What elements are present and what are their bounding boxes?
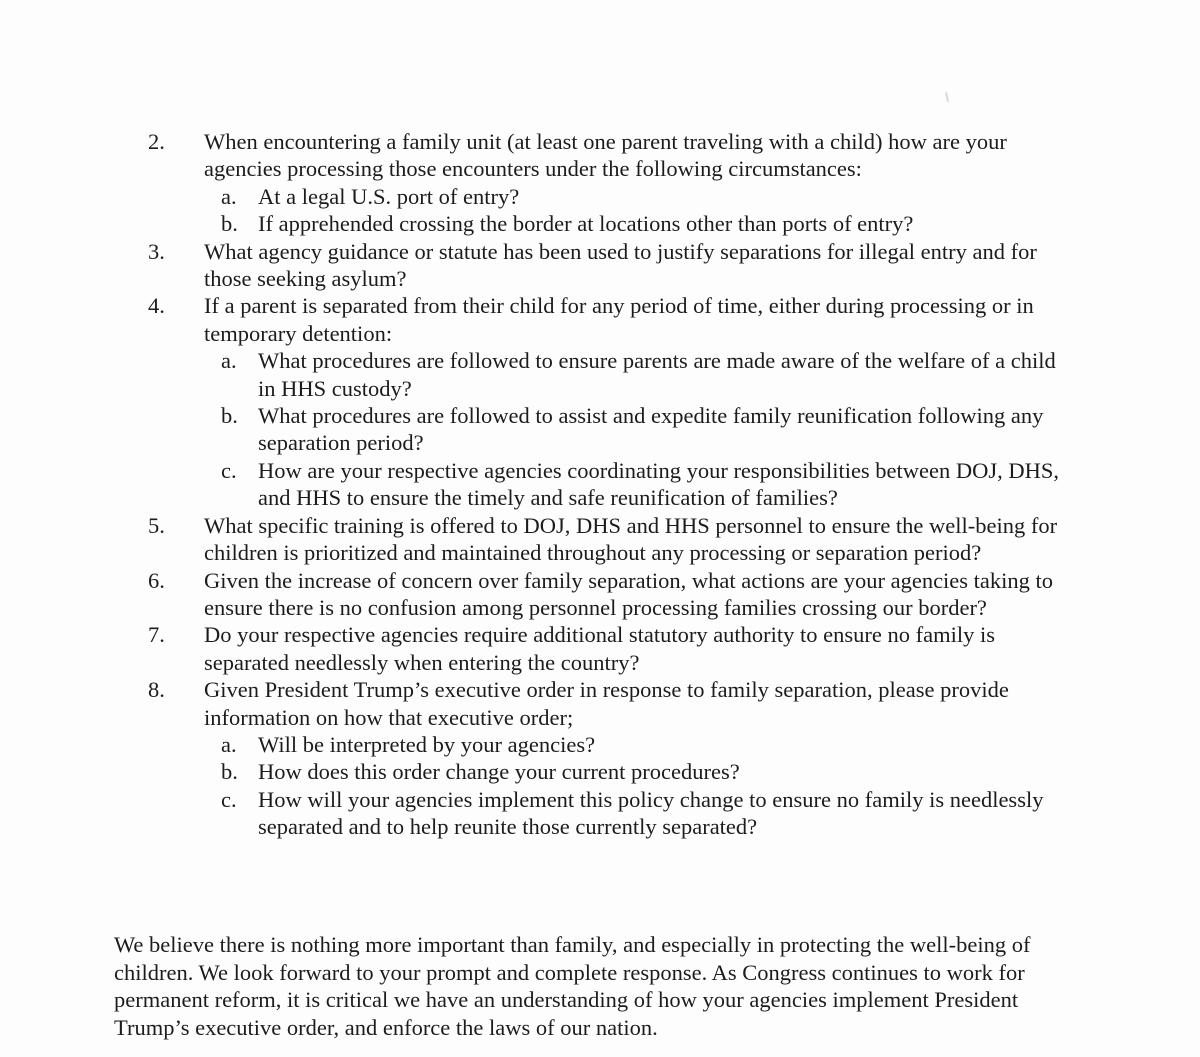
subquestion-text: How are your respective agencies coordinating your responsibilities between DOJ, DHS, and HHS to ensure the timely and safe reunification of families? xyxy=(258,457,1060,511)
question-item-6 xyxy=(0,567,1200,622)
question-number: 6. xyxy=(148,567,165,593)
question-number: 5. xyxy=(148,512,165,538)
subquestion-text: What procedures are followed to assist and expedite family reunification following any separation period? xyxy=(258,403,1044,456)
question-list xyxy=(0,128,1200,841)
question-number: 4. xyxy=(148,293,165,319)
subquestion-letter: a. xyxy=(221,348,237,374)
subquestion-8a xyxy=(0,731,1200,758)
question-item-3 xyxy=(0,238,1200,293)
question-item-7 xyxy=(0,621,1200,676)
question-item-5 xyxy=(0,512,1200,567)
question-item-8 xyxy=(0,676,1200,731)
subquestion-text: How will your agencies implement this policy change to ensure no family is needlessly separated and to help reunite those currently separated? xyxy=(258,786,1044,840)
question-number: 8. xyxy=(148,677,165,703)
subquestion-letter: a. xyxy=(221,731,237,757)
subquestion-letter: c. xyxy=(221,457,237,483)
question-text: What agency guidance or statute has been used to justify separations for illegal entry and for those seeking asylum? xyxy=(204,238,1037,292)
subquestion-letter: a. xyxy=(221,183,237,209)
subquestion-text: Will be interpreted by your agencies? xyxy=(258,731,596,757)
subquestion-4a xyxy=(0,347,1200,402)
subquestion-letter: b. xyxy=(221,759,238,785)
subquestion-text: How does this order change your current procedures? xyxy=(258,759,740,785)
question-number: 3. xyxy=(148,238,165,264)
subquestion-8c xyxy=(0,786,1200,841)
question-text: Do your respective agencies require additional statutory authority to ensure no family is separated needlessly when entering the country? xyxy=(204,622,996,675)
question-item-2 xyxy=(0,128,1200,183)
question-text: Given President Trump’s executive order in response to family separation, please provide information on how that executive order; xyxy=(204,677,1009,730)
subquestion-8b xyxy=(0,758,1200,785)
subquestion-4b xyxy=(0,402,1200,457)
question-text: Given the increase of concern over family separation, what actions are your agencies taking to ensure there is no confusion among personnel processing families crossing our border? xyxy=(204,567,1054,620)
subquestion-text: What procedures are followed to ensure parents are made aware of the welfare of a child in HHS custody? xyxy=(258,348,1056,401)
question-item-4 xyxy=(0,292,1200,347)
question-text: When encountering a family unit (at least one parent traveling with a child) how are your agencies processing those encounters under the following circumstances: xyxy=(204,129,1007,182)
subquestion-letter: c. xyxy=(221,786,237,812)
question-text: What specific training is offered to DOJ, DHS and HHS personnel to ensure the well-being for children is prioritized and maintained throughout any processing or separation period? xyxy=(204,512,1058,566)
subquestion-text: At a legal U.S. port of entry? xyxy=(258,183,520,209)
subquestion-letter: b. xyxy=(221,403,238,429)
question-number: 7. xyxy=(148,622,165,648)
subquestion-2b xyxy=(0,210,1200,237)
question-text: If a parent is separated from their child for any period of time, either during processing or in temporary detention: xyxy=(204,293,1034,346)
scan-speck xyxy=(945,92,949,102)
question-number: 2. xyxy=(148,129,165,154)
subquestion-4c xyxy=(0,457,1200,512)
subquestion-text: If apprehended crossing the border at locations other than ports of entry? xyxy=(258,211,914,237)
subquestion-2a xyxy=(0,183,1200,210)
subquestion-letter: b. xyxy=(221,211,238,237)
closing-paragraph: We believe there is nothing more important than family, and especially in protecting the well-being of children. We look forward to your prompt and complete response. As Congress continues to work for permanent reform, it is critical we have an understanding of how your agencies implement President Trump’s executive order, and enforce the laws of our nation. xyxy=(114,932,1031,1040)
